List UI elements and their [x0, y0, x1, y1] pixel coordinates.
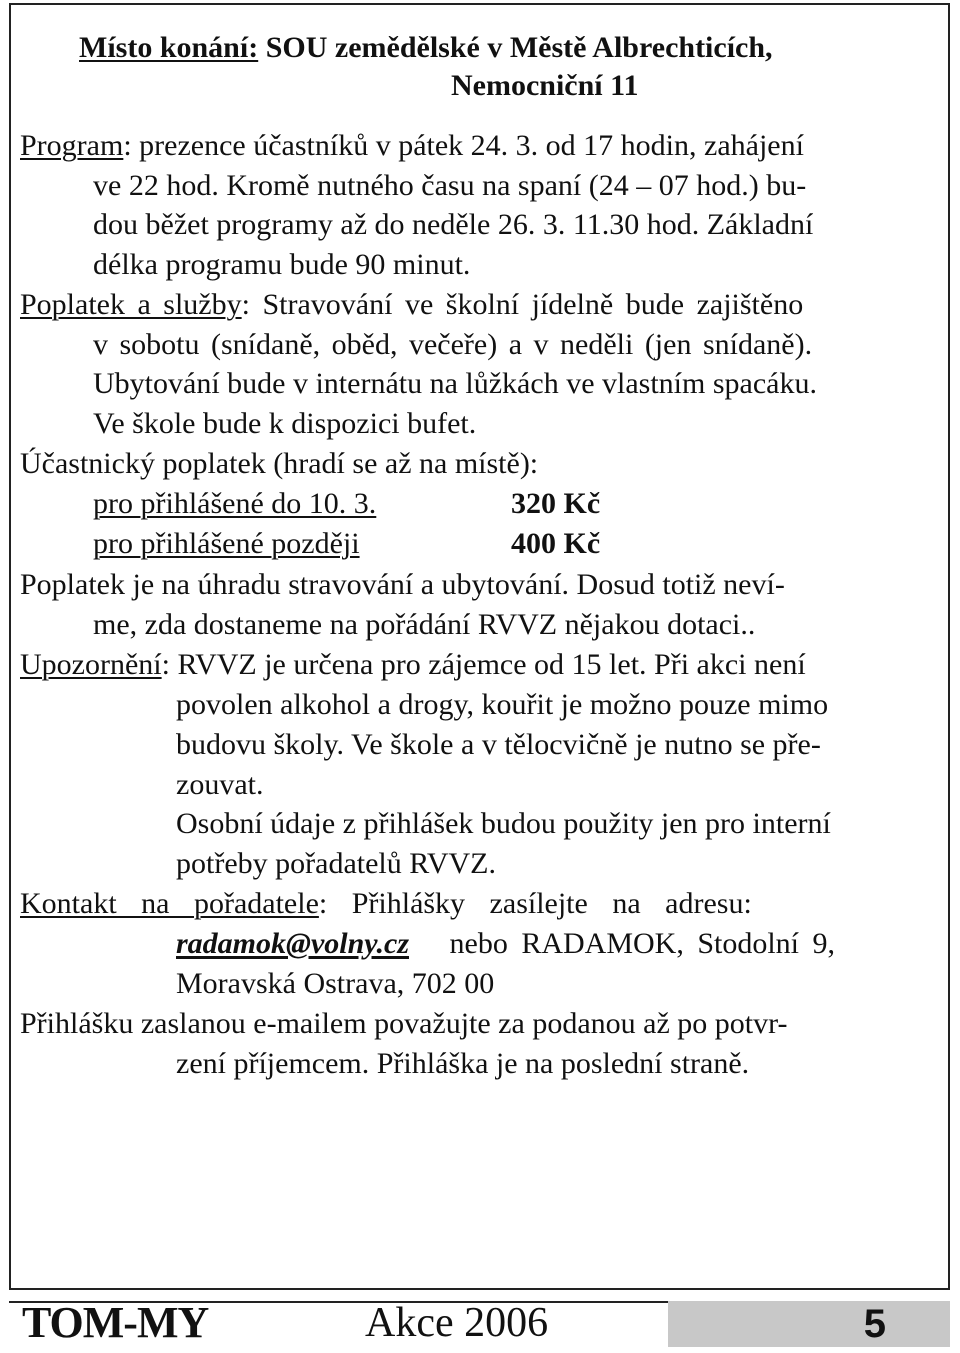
warning-line-3: budovu školy. Ve škole a v tělocvičně je nutno se pře- [176, 728, 821, 761]
submission-line-1: Přihlášku zaslanou e-mailem považujte za podanou až po potvr- [20, 1007, 788, 1040]
venue-line-1 [79, 30, 773, 66]
late-fee-label: pro přihlášené později [93, 527, 360, 560]
fees-line-1 [20, 287, 803, 323]
program-line-4: délka programu bude 90 minut. [93, 248, 471, 281]
late-fee-price: 400 Kč [511, 527, 601, 560]
contact-address: nebo RADAMOK, Stodolní 9, [449, 927, 836, 960]
fee-heading: Účastnický poplatek (hradí se až na místě): [20, 447, 539, 480]
early-fee-price: 320 Kč [511, 487, 601, 520]
contact-line-3: Moravská Ostrava, 702 00 [176, 967, 495, 1000]
venue-label: Místo konání: [79, 31, 259, 64]
warning-text-1: : RVVZ je určena pro zájemce od 15 let. Při akci není [161, 648, 806, 681]
warning-line-5: Osobní údaje z přihlášek budou použity jen pro interní [176, 807, 831, 840]
contact-line-1 [20, 886, 752, 922]
warning-line-6: potřeby pořadatelů RVVZ. [176, 847, 497, 880]
fees-label: Poplatek a služby [20, 288, 242, 321]
submission-line-2: zení příjemcem. Přihláška je na poslední straně. [176, 1047, 750, 1080]
program-label: Program [20, 129, 124, 162]
program-line-1 [20, 128, 804, 164]
email-link[interactable]: radamok@volny.cz [176, 927, 409, 960]
page-number: 5 [863, 1302, 886, 1346]
footer-title: Akce 2006 [365, 1300, 549, 1346]
venue-text-1: SOU zemědělské v Městě Albrechticích, [265, 31, 773, 64]
warning-line-4: zouvat. [176, 768, 264, 801]
program-line-2: ve 22 hod. Kromě nutného času na spaní (24 – 07 hod.) bu- [93, 169, 807, 202]
venue-line-2: Nemocniční 11 [451, 69, 639, 102]
warning-line-1 [20, 647, 806, 683]
fees-text-1: : Stravování ve školní jídelně bude zajištěno [241, 288, 804, 321]
warning-label: Upozornění [20, 648, 162, 681]
program-text-1: : prezence účastníků v pátek 24. 3. od 17 hodin, zahájení [123, 129, 804, 162]
fees-line-3: Ubytování bude v internátu na lůžkách ve vlastním spacáku. [93, 367, 817, 400]
footer-brand: TOM-MY [22, 1298, 209, 1347]
fees-note-1: Poplatek je na úhradu stravování a ubytování. Dosud totiž neví- [20, 568, 785, 601]
warning-line-2: povolen alkohol a drogy, kouřit je možno pouze mimo [176, 688, 829, 721]
contact-text-1: : Přihlášky zasílejte na adresu: [318, 887, 752, 920]
fees-note-2: me, zda dostaneme na pořádání RVVZ nějakou dotaci.. [93, 608, 756, 641]
footer-page-box [668, 1301, 950, 1347]
contact-label: Kontakt na pořadatele [20, 887, 319, 920]
program-line-3: dou běžet programy až do neděle 26. 3. 11.30 hod. Základní [93, 208, 814, 241]
early-fee-label: pro přihlášené do 10. 3. [93, 487, 377, 520]
fees-line-4: Ve škole bude k dispozici bufet. [93, 407, 477, 440]
fees-line-2: v sobotu (snídaně, oběd, večeře) a v neděli (jen snídaně). [93, 328, 813, 361]
contact-line-2 [176, 926, 835, 962]
